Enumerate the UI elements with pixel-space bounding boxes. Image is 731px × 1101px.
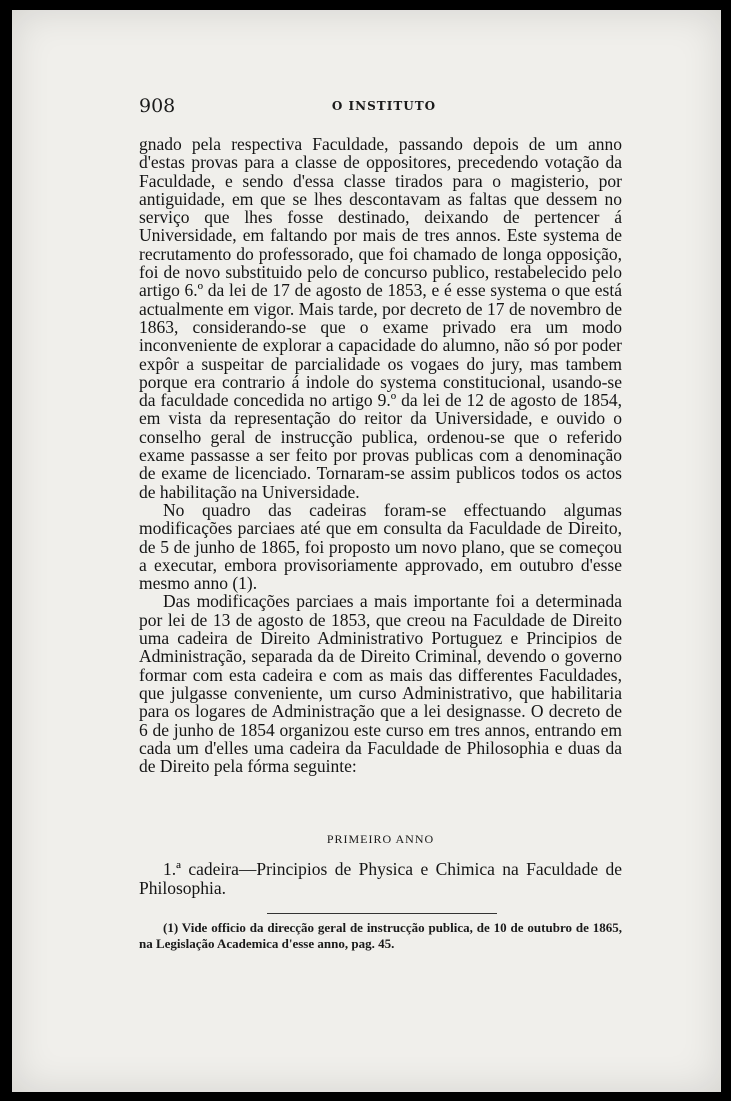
page-header: [139, 95, 629, 123]
paragraph-2: No quadro das cadeiras foram-se effectuando algumas modificações parciaes até que em consulta da Faculdade de Direito, de 5 de junho de 1865, foi proposto um novo plano, que se começou a executar, embora provisoriamente approvado, em outubro d'esse mesmo anno (1).: [139, 499, 622, 594]
paragraph-3: Das modificações parciaes a mais importante foi a determinada por lei de 13 de agosto de 1853, que creou na Faculdade de Direito uma cadeira de Direito Administrativo Portuguez e Principios de Administração, separada da de Direito Criminal, devendo o governo formar com esta cadeira e com as mais das differentes Faculdades, que julgasse conveniente, um curso Administrativo, que habilitaria para os logares de Administração que a lei designasse. O decreto de 6 de junho de 1854 organizou este curso em tres annos, entrando em cada um d'elles uma cadeira da Faculdade de Philosophia e duas da de Direito pela fórma seguinte:: [139, 591, 622, 777]
book-page: [12, 10, 721, 1092]
list-item: 1.ª cadeira—Principios de Physica e Chimica na Faculdade de Philosophia.: [139, 859, 622, 898]
paragraph-1: gnado pela respectiva Faculdade, passando depois de um anno d'estas provas para a classe de oppositores, precedendo votação da Faculdade, e sendo d'essa classe tirados para o magisterio, por antiguidade, em que se lhes descontavam as faltas que dessem no serviço que lhes fosse destinado, deixando de pertencer á Universidade, em faltando por mais de tres annos. Este systema de recrutamento do professorado, que foi chamado de longa opposição, foi de novo substituido pelo de concurso publico, restabelecido pelo artigo 6.º da lei de 17 de agosto de 1853, e é esse systema o que está actualmente em vigor. Mais tarde, por decreto de 17 de novembro de 1863, considerando-se que o exame privado era um modo inconveniente de explorar a capacidade do alumno, não só por poder expôr a suspeitar de parcialidade os vogaes do jury, mas tambem porque era contrario á indole do systema constitucional, usando-se da faculdade concedida no artigo 9.º da lei de 12 de agosto de 1854, em vista da representação do reitor da Universidade, e ouvido o conselho geral de instrucção publica, ordenou-se que o referido exame passasse a ser feito por provas publicas com a denominação de exame de licenciado. Tornaram-se assim publicos todos os actos de habilitação na Universidade.: [139, 134, 622, 502]
footnote-divider: [267, 913, 497, 914]
body-text: [139, 135, 622, 775]
running-title: O INSTITUTO: [331, 99, 437, 113]
footnote: (1) Vide officio da direcção geral de instrucção publica, de 10 de outubro de 1865, na Legislação Academica d'esse anno, pag. 45.: [139, 920, 622, 951]
section-heading: PRIMEIRO ANNO: [326, 832, 435, 846]
page-number: 908: [139, 95, 176, 117]
